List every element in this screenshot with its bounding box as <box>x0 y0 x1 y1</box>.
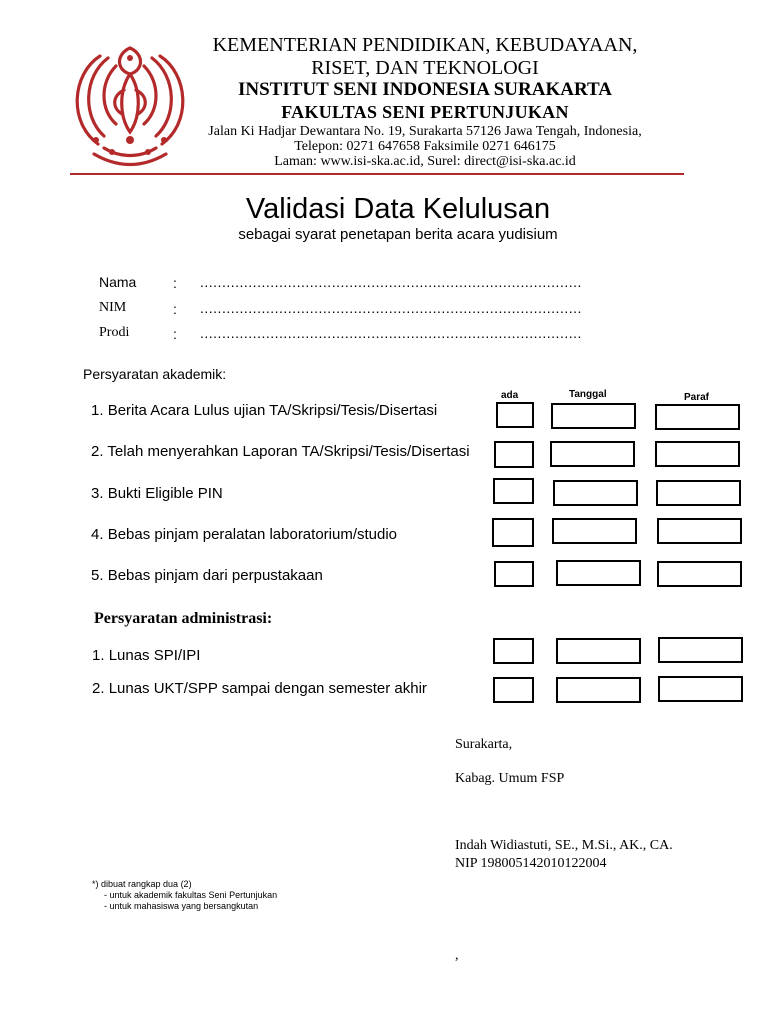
item-text: Bukti Eligible PIN <box>107 485 223 502</box>
item-number: 2. <box>92 680 105 697</box>
paraf-box[interactable] <box>657 561 742 587</box>
item-text: Lunas SPI/IPI <box>108 647 201 664</box>
item-text: Bebas pinjam peralatan laboratorium/studio <box>107 526 398 543</box>
checkbox-ada[interactable] <box>492 518 534 547</box>
item-text: Lunas UKT/SPP sampai dengan semester akhir <box>108 680 427 697</box>
date-box[interactable] <box>556 677 641 703</box>
column-header-tanggal: Tanggal <box>569 389 607 400</box>
phone-line: Telepon: 0271 647658 Faksimile 0271 646175 <box>294 139 556 154</box>
date-box[interactable] <box>552 518 637 544</box>
column-header-paraf: Paraf <box>684 392 710 403</box>
checkbox-ada[interactable] <box>493 677 534 703</box>
paraf-box[interactable] <box>658 637 743 663</box>
academic-heading: Persyaratan akademik: <box>83 366 227 382</box>
paraf-box[interactable] <box>655 404 740 430</box>
footnote-line3: - untuk mahasiswa yang bersangkutan <box>104 901 259 911</box>
item-text: Telah menyerahkan Laporan TA/Skripsi/Tesis/Disertasi <box>107 443 470 460</box>
item-number: 2. <box>91 443 104 460</box>
paraf-box[interactable] <box>657 518 742 544</box>
administrative-item-2 <box>92 680 427 697</box>
field-label-nim: NIM <box>99 300 127 315</box>
item-number: 1. <box>92 647 105 664</box>
signatory-nip: NIP 198005142010122004 <box>455 856 607 871</box>
checkbox-ada[interactable] <box>493 638 534 664</box>
date-box[interactable] <box>553 480 638 506</box>
item-number: 4. <box>91 526 104 543</box>
academic-item-4 <box>91 526 397 543</box>
field-colon: : <box>173 326 177 342</box>
academic-item-3 <box>91 485 223 502</box>
field-label-prodi: Prodi <box>99 325 130 340</box>
signature-position: Kabag. Umum FSP <box>455 771 565 786</box>
ministry-name-line1: KEMENTERIAN PENDIDIKAN, KEBUDAYAAN, <box>212 34 638 56</box>
academic-item-2 <box>91 443 470 460</box>
field-blank-nim[interactable]: ....................................................................................... <box>200 300 582 316</box>
item-text: Berita Acara Lulus ujian TA/Skripsi/Tesis/Disertasi <box>107 402 438 419</box>
item-text: Bebas pinjam dari perpustakaan <box>107 567 323 584</box>
field-colon: : <box>173 301 177 317</box>
field-label-nama: Nama <box>99 274 137 290</box>
signature-place: Surakarta, <box>455 737 513 752</box>
academic-item-5 <box>91 567 323 584</box>
footnote-line1: *) dibuat rangkap dua (2) <box>92 879 192 889</box>
date-box[interactable] <box>550 441 635 467</box>
item-number: 3. <box>91 485 104 502</box>
stray-comma: , <box>455 948 459 963</box>
field-blank-nama[interactable]: ....................................................................................... <box>200 274 582 290</box>
paraf-box[interactable] <box>655 441 740 467</box>
checkbox-ada[interactable] <box>494 441 534 468</box>
checkbox-ada[interactable] <box>494 561 534 587</box>
academic-item-1 <box>91 402 437 419</box>
field-colon: : <box>173 275 177 291</box>
footnote-line2: - untuk akademik fakultas Seni Pertunjukan <box>104 890 278 900</box>
date-box[interactable] <box>551 403 636 429</box>
phoenix-emblem-icon <box>64 36 196 168</box>
faculty-name: FAKULTAS SENI PERTUNJUKAN <box>281 102 569 122</box>
item-number: 5. <box>91 567 104 584</box>
address-line: Jalan Ki Hadjar Dewantara No. 19, Surakarta 57126 Jawa Tengah, Indonesia, <box>208 124 642 139</box>
date-box[interactable] <box>556 560 641 586</box>
paraf-box[interactable] <box>658 676 743 702</box>
paraf-box[interactable] <box>656 480 741 506</box>
institute-name: INSTITUT SENI INDONESIA SURAKARTA <box>238 79 612 100</box>
signatory-name: Indah Widiastuti, SE., M.Si., AK., CA. <box>455 838 673 853</box>
checkbox-ada[interactable] <box>496 402 534 428</box>
column-header-ada: ada <box>501 390 519 401</box>
header-divider <box>70 173 684 175</box>
web-line: Laman: www.isi-ska.ac.id, Surel: direct@isi-ska.ac.id <box>274 154 576 169</box>
ministry-name-line2: RISET, DAN TEKNOLOGI <box>311 57 539 79</box>
date-box[interactable] <box>556 638 641 664</box>
checkbox-ada[interactable] <box>493 478 534 504</box>
document-subtitle: sebagai syarat penetapan berita acara yudisium <box>238 226 558 243</box>
document-title: Validasi Data Kelulusan <box>245 193 551 225</box>
field-blank-prodi[interactable]: ....................................................................................... <box>200 325 582 341</box>
administrative-item-1 <box>92 647 200 664</box>
administrative-heading: Persyaratan administrasi: <box>94 610 273 627</box>
institute-logo <box>64 36 196 168</box>
item-number: 1. <box>91 402 104 419</box>
